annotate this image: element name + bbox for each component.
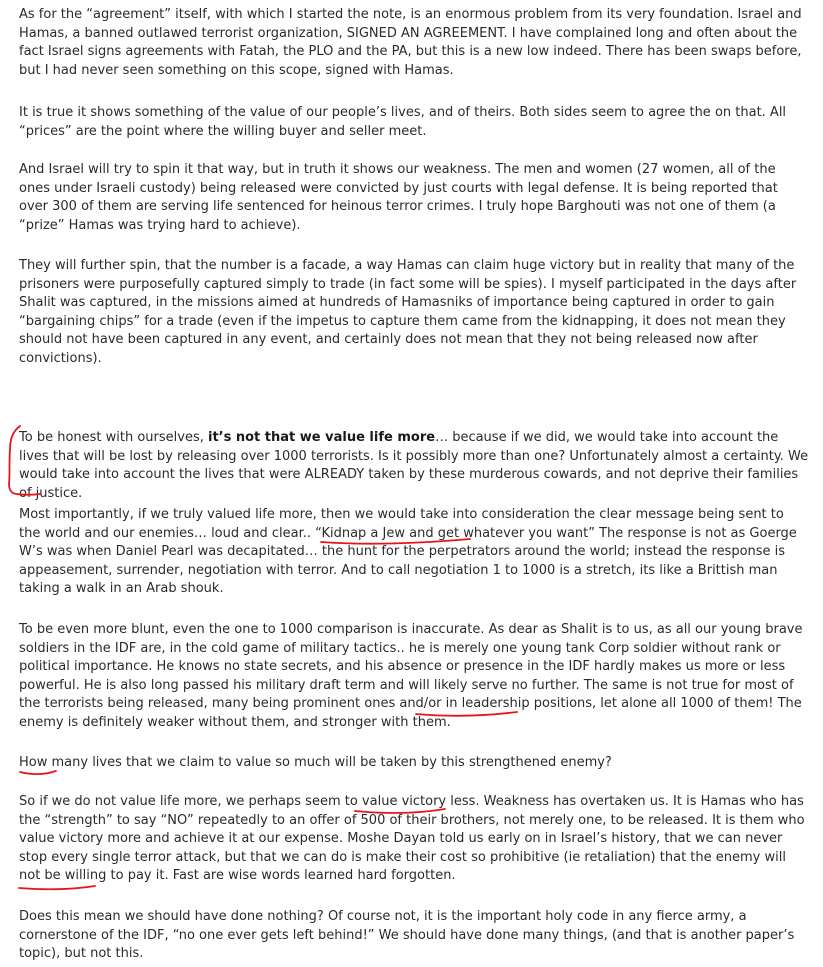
paragraph-blunt: To be even more blunt, even the one to 1000 comparison is inaccurate. As dear as Shalit is to us, as all our young brave soldiers in the IDF are, in the cold game of military tactics.. he is merely one young tank Corp soldier without rank or political importance. He knows no state secrets, and his absence or presence in the IDF hardly makes us more or less powerful. He is also long passed his military draft term and will likely serve no further. The same is not true for most of the terrorists being released, many being prominent ones and/or in leadership positions, let alone all 1000 of them! The enemy is definitely weaker without them, and stronger with them. — [19, 622, 803, 730]
paragraph-agreement: As for the “agreement” itself, with which I started the note, is an enormous problem from its very foundation. Israel and Hamas, a banned outlawed terrorist organization, SIGNED AN AGREEMENT. I have complained long and often about the fact Israel signs agreements with Fatah, the PLO and the PA, but this is a new low indeed. There has been swaps before, but I had never seen something on this scope, signed with Hamas. — [19, 7, 802, 78]
paragraph-how-many-lives: How many lives that we claim to value so much will be taken by this strengthened enemy? — [19, 755, 612, 770]
paragraph-honest-bold: it’s not that we value life more — [208, 430, 436, 445]
underline-willing — [19, 886, 95, 889]
paragraph-honest — [19, 429, 809, 503]
paragraph-does-this-mean: Does this mean we should have done nothing? Of course not, it is the important holy code in any fierce army, a cornerstone of the IDF, “no one ever gets left behind!” We should have done many things, (and that is another paper’s topic), but not this. — [19, 909, 795, 962]
paragraph-spin: They will further spin, that the number is a facade, a way Hamas can claim huge victory but in reality that many of the prisoners were purposefully captured simply to trade (in fact some will be spies). I myself participated in the days after Shalit was captured, in the missions aimed at hundreds of Hamasniks of importance being captured in order to gain “bargaining chips” for a trade (even if the impetus to capture them came from the kidnapping, it does not mean they should not have been captured in any event, and certainly does not mean that they not being released now after convictions). — [19, 258, 797, 366]
paragraph-weakness: And Israel will try to spin it that way, but in truth it shows our weakness. The men and women (27 women, all of the ones under Israeli custody) being released were convicted by just courts with legal defense. It is being reported that over 300 of them are serving life sentenced for heinous terror crimes. I truly hope Barghouti was not one of them (a “prize” Hamas was trying hard to achieve). — [19, 162, 778, 233]
paragraph-value-of-lives: It is true it shows something of the value of our people’s lives, and of theirs. Both sides seem to agree the on that. All “prices” are the point where the willing buyer and seller meet. — [19, 105, 787, 139]
paragraph-honest-lead: To be honest with ourselves, — [19, 430, 208, 445]
paragraph-value-victory: So if we do not value life more, we perhaps seem to value victory less. Weakness has overtaken us. It is Hamas who has the “strength” to say “NO” repeatedly to an offer of 500 of their brothers, not merely one, to be released. It is them who value victory more and achieve it at our expense. Moshe Dayan told us early on in Israel’s history, that we can never stop every single terror attack, but that we can do is make their cost so prohibitive (ie retaliation) that the enemy will not be willing to pay it. Fast are wise words learned hard forgotten. — [19, 794, 805, 884]
paragraph-most-importantly: Most importantly, if we truly valued life more, then we would take into consideration the clear message being sent to the world and our enemies… loud and clear.. “Kidnap a Jew and get whatever you want” The response is not as Goerge W’s was when Daniel Pearl was decapitated… the hunt for the perpetrators around the world; instead the response is appeasement, surrender, negotiation with terror. And to call negotiation 1 to 1000 is a stretch, its like a Brittish man taking a walk in an Arab shouk. — [19, 507, 797, 597]
paragraph-honest-rest: … because if we did, we would take into account the lives that will be lost by releasing over 1000 terrorists. Is it possibly more than one? Unfortunately almost a certainty. We would take into account the lives that were ALREADY taken by these murderous cowards, and not deprive their families of justice. — [19, 430, 809, 501]
